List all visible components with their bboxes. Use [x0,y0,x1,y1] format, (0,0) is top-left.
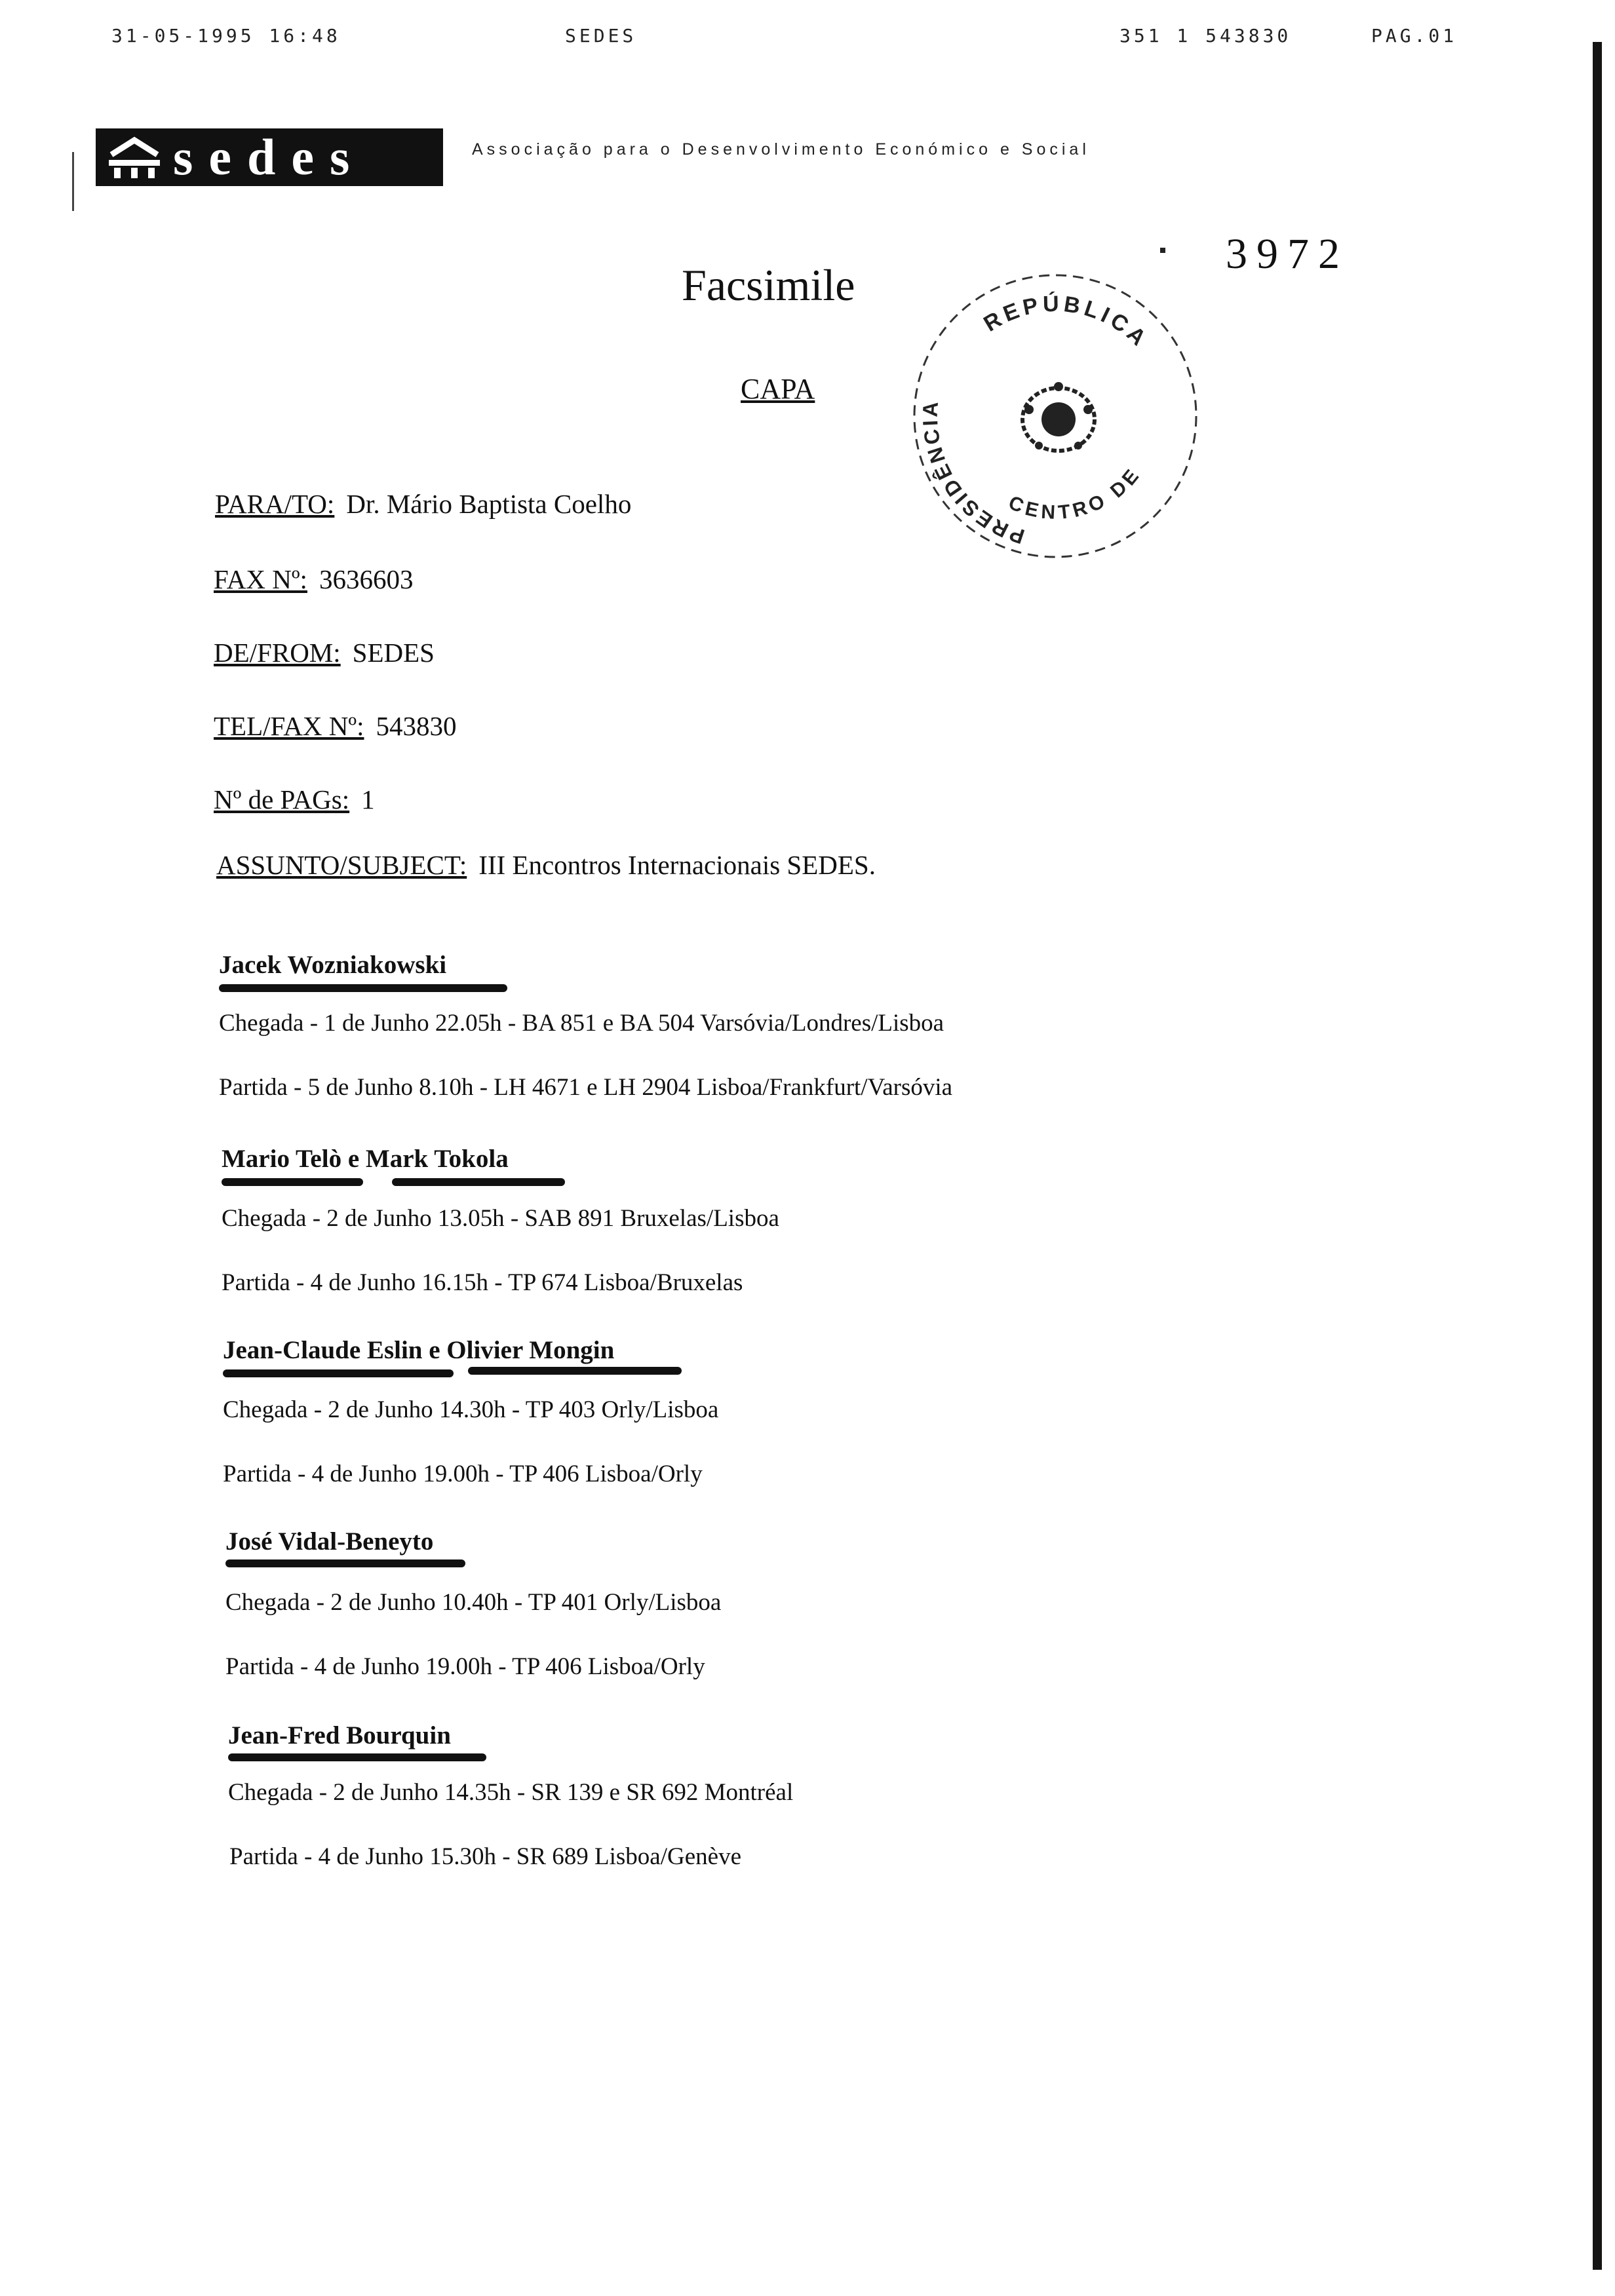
logo-wordmark: sedes [173,128,366,185]
cover-label: CAPA [741,373,815,405]
field-fax-value: 3636603 [319,564,414,594]
name-underline [225,1559,465,1567]
page-title: Facsimile [682,260,855,310]
name-underline [228,1753,486,1761]
sedes-emblem-icon [105,135,164,180]
name-underline [392,1178,565,1186]
scan-edge-mark [72,152,74,211]
guest-name: Jean-Fred Bourquin [228,1721,451,1750]
name-underline [222,1178,363,1186]
name-underline [223,1369,454,1377]
stamp-left-text: PRESIDÊNCIA [918,398,1028,549]
guest-name: Jean-Claude Eslin e Olivier Mongin [223,1336,615,1364]
field-fax-label: FAX Nº: [214,564,307,594]
field-subject-label: ASSUNTO/SUBJECT: [216,850,467,880]
association-name: Associação para o Desenvolvimento Económico e Social [472,140,1090,159]
guest-departure: Partida - 5 de Junho 8.10h - LH 4671 e LH 2904 Lisboa/Frankfurt/Varsóvia [219,1074,953,1101]
field-to-value: Dr. Mário Baptista Coelho [346,489,632,519]
field-pages-value: 1 [361,784,375,814]
svg-text:REPÚBLICA [979,292,1153,353]
name-underline [219,984,507,992]
guest-arrival: Chegada - 2 de Junho 14.30h - TP 403 Orly/Lisboa [223,1396,719,1423]
official-stamp [898,259,1213,573]
field-pages [214,784,375,815]
guest-arrival: Chegada - 1 de Junho 22.05h - BA 851 e BA 504 Varsóvia/Londres/Lisboa [219,1010,944,1037]
field-to-label: PARA/TO: [215,489,335,519]
guest-departure: Partida - 4 de Junho 16.15h - TP 674 Lisboa/Bruxelas [222,1269,743,1296]
name-underline [468,1367,682,1375]
field-telfax [214,710,456,742]
fax-sender: SEDES [565,25,637,47]
field-subject [216,849,876,881]
svg-text:PRESIDÊNCIA [918,398,1028,548]
scan-edge-bar [1593,42,1602,2270]
coat-of-arms-icon [1022,382,1095,451]
field-from [214,637,435,668]
field-subject-value: III Encontros Internacionais SEDES. [478,850,876,880]
guest-name: José Vidal-Beneyto [225,1527,434,1556]
field-pages-label: Nº de PAGs: [214,784,350,814]
stamp-top-text: REPÚBLICA [979,291,1154,353]
svg-text:CENTRO DE [1005,463,1146,524]
guest-departure: Partida - 4 de Junho 19.00h - TP 406 Lisboa/Orly [223,1461,703,1487]
guest-departure: Partida - 4 de Junho 19.00h - TP 406 Lisboa/Orly [225,1653,705,1680]
sedes-logo [96,128,443,186]
field-from-label: DE/FROM: [214,638,341,668]
field-from-value: SEDES [352,638,435,668]
guest-arrival: Chegada - 2 de Junho 10.40h - TP 401 Orly/Lisboa [225,1589,722,1616]
guest-arrival: Chegada - 2 de Junho 14.35h - SR 139 e SR 692 Montréal [228,1779,794,1806]
document-number: 3972 [1226,230,1349,278]
field-telfax-label: TEL/FAX Nº: [214,711,364,741]
field-telfax-value: 543830 [376,711,457,741]
fax-datetime: 31-05-1995 16:48 [111,25,341,47]
fax-page: PAG.01 [1371,25,1458,47]
guest-arrival: Chegada - 2 de Junho 13.05h - SAB 891 Bruxelas/Lisboa [222,1205,779,1232]
stamp-bottom-text: CENTRO DE [1005,463,1146,524]
field-fax [214,564,413,595]
guest-name: Mario Telò e Mark Tokola [222,1145,509,1173]
field-to [215,488,631,520]
fax-number: 351 1 543830 [1119,25,1292,47]
mark-dot [1160,248,1165,253]
guest-name: Jacek Wozniakowski [219,951,447,979]
guest-departure: Partida - 4 de Junho 15.30h - SR 689 Lisboa/Genève [229,1843,741,1870]
